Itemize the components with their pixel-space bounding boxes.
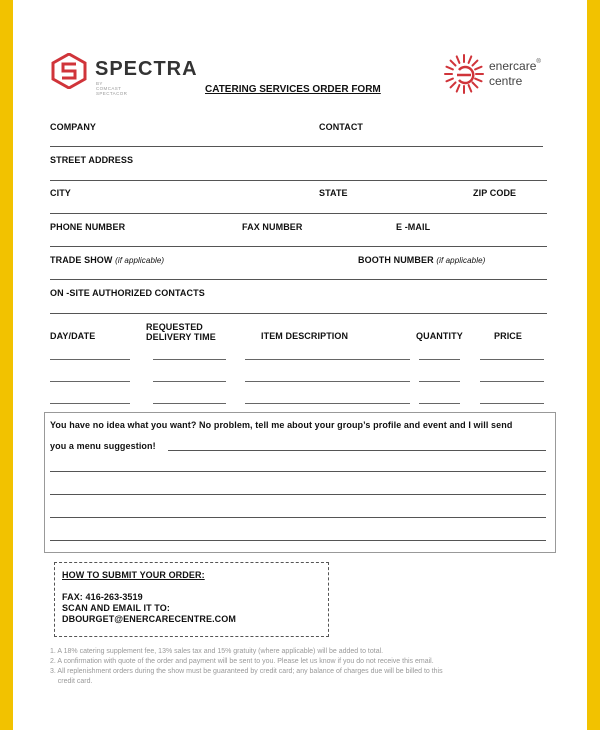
price-field[interactable] [480, 359, 544, 360]
spectra-logo [51, 53, 198, 96]
col-delivery-time: REQUESTED DELIVERY TIME [146, 322, 216, 342]
day-date-field[interactable] [50, 381, 130, 382]
quantity-field[interactable] [419, 381, 460, 382]
zip-label: ZIP CODE [473, 188, 517, 198]
enercare-centre: centre [489, 74, 523, 88]
enercare-burst-icon [443, 53, 485, 95]
street-label: STREET ADDRESS [50, 155, 134, 165]
delivery-time-field[interactable] [153, 403, 226, 404]
onsite-label: ON -SITE AUTHORIZED CONTACTS [50, 288, 205, 298]
day-date-field[interactable] [50, 359, 130, 360]
footnote: credit card. [50, 678, 93, 685]
quantity-field[interactable] [419, 359, 460, 360]
state-label: STATE [319, 188, 348, 198]
form-title: CATERING SERVICES ORDER FORM [205, 84, 381, 95]
price-field[interactable] [480, 381, 544, 382]
item-description-field[interactable] [245, 403, 410, 404]
enercare-logo [443, 53, 541, 100]
trade-show-label: TRADE SHOW (if applicable) [50, 255, 165, 265]
spectra-subtitle: BY COMCAST SPECTACOR [96, 81, 128, 96]
footnote: 1. A 18% catering supplement fee, 13% sales tax and 15% gratuity (where applicable) will be added to total. [50, 648, 384, 655]
fax-label: FAX NUMBER [242, 222, 303, 232]
item-description-field[interactable] [245, 381, 410, 382]
delivery-time-field[interactable] [153, 381, 226, 382]
phone-label: PHONE NUMBER [50, 222, 126, 232]
suggestion-line-5[interactable] [50, 540, 546, 541]
col-item-description: ITEM DESCRIPTION [261, 331, 349, 341]
submit-scan: SCAN AND EMAIL IT TO: [62, 603, 170, 613]
col-day-date: DAY/DATE [50, 331, 96, 341]
company-label: COMPANY [50, 122, 97, 132]
item-description-field[interactable] [245, 359, 410, 360]
submit-fax: FAX: 416-263-3519 [62, 592, 143, 602]
spectra-wordmark: SPECTRA [95, 58, 198, 80]
delivery-time-field[interactable] [153, 359, 226, 360]
city-label: CITY [50, 188, 71, 198]
onsite-field[interactable] [50, 313, 547, 314]
company-field[interactable] [50, 146, 543, 147]
booth-label: BOOTH NUMBER (if applicable) [358, 255, 486, 265]
suggestion-line-3[interactable] [50, 494, 546, 495]
contact-label: CONTACT [319, 122, 364, 132]
footnote: 2. A confirmation with quote of the order and payment will be sent to you. Please let us know if you do not receive this email. [50, 658, 434, 665]
col-price: PRICE [494, 331, 523, 341]
order-form-page [13, 0, 587, 730]
price-field[interactable] [480, 403, 544, 404]
menu-suggestion-box [44, 412, 556, 553]
suggestion-prompt-2: you a menu suggestion! [50, 441, 156, 451]
submit-email[interactable]: DBOURGET@ENERCARECENTRE.COM [62, 614, 236, 624]
email-label: E -MAIL [396, 222, 431, 232]
enercare-name: enercare® [489, 59, 541, 73]
submit-heading: HOW TO SUBMIT YOUR ORDER: [62, 570, 205, 580]
suggestion-line-2[interactable] [50, 471, 546, 472]
quantity-field[interactable] [419, 403, 460, 404]
suggestion-line-4[interactable] [50, 517, 546, 518]
col-quantity: QUANTITY [416, 331, 463, 341]
city-field[interactable] [50, 213, 547, 214]
spectra-mark-icon [51, 53, 87, 89]
footnotes [50, 647, 443, 687]
trade-show-field[interactable] [50, 279, 547, 280]
phone-field[interactable] [50, 246, 547, 247]
footnote: 3. All replenishment orders during the show must be guaranteed by credit card; any balance of charges due will be billed to this [50, 668, 443, 675]
suggestion-prompt: You have no idea what you want? No problem, tell me about your group’s profile and event and I will send [50, 420, 513, 430]
street-field[interactable] [50, 180, 547, 181]
suggestion-line-1[interactable] [168, 450, 546, 451]
day-date-field[interactable] [50, 403, 130, 404]
